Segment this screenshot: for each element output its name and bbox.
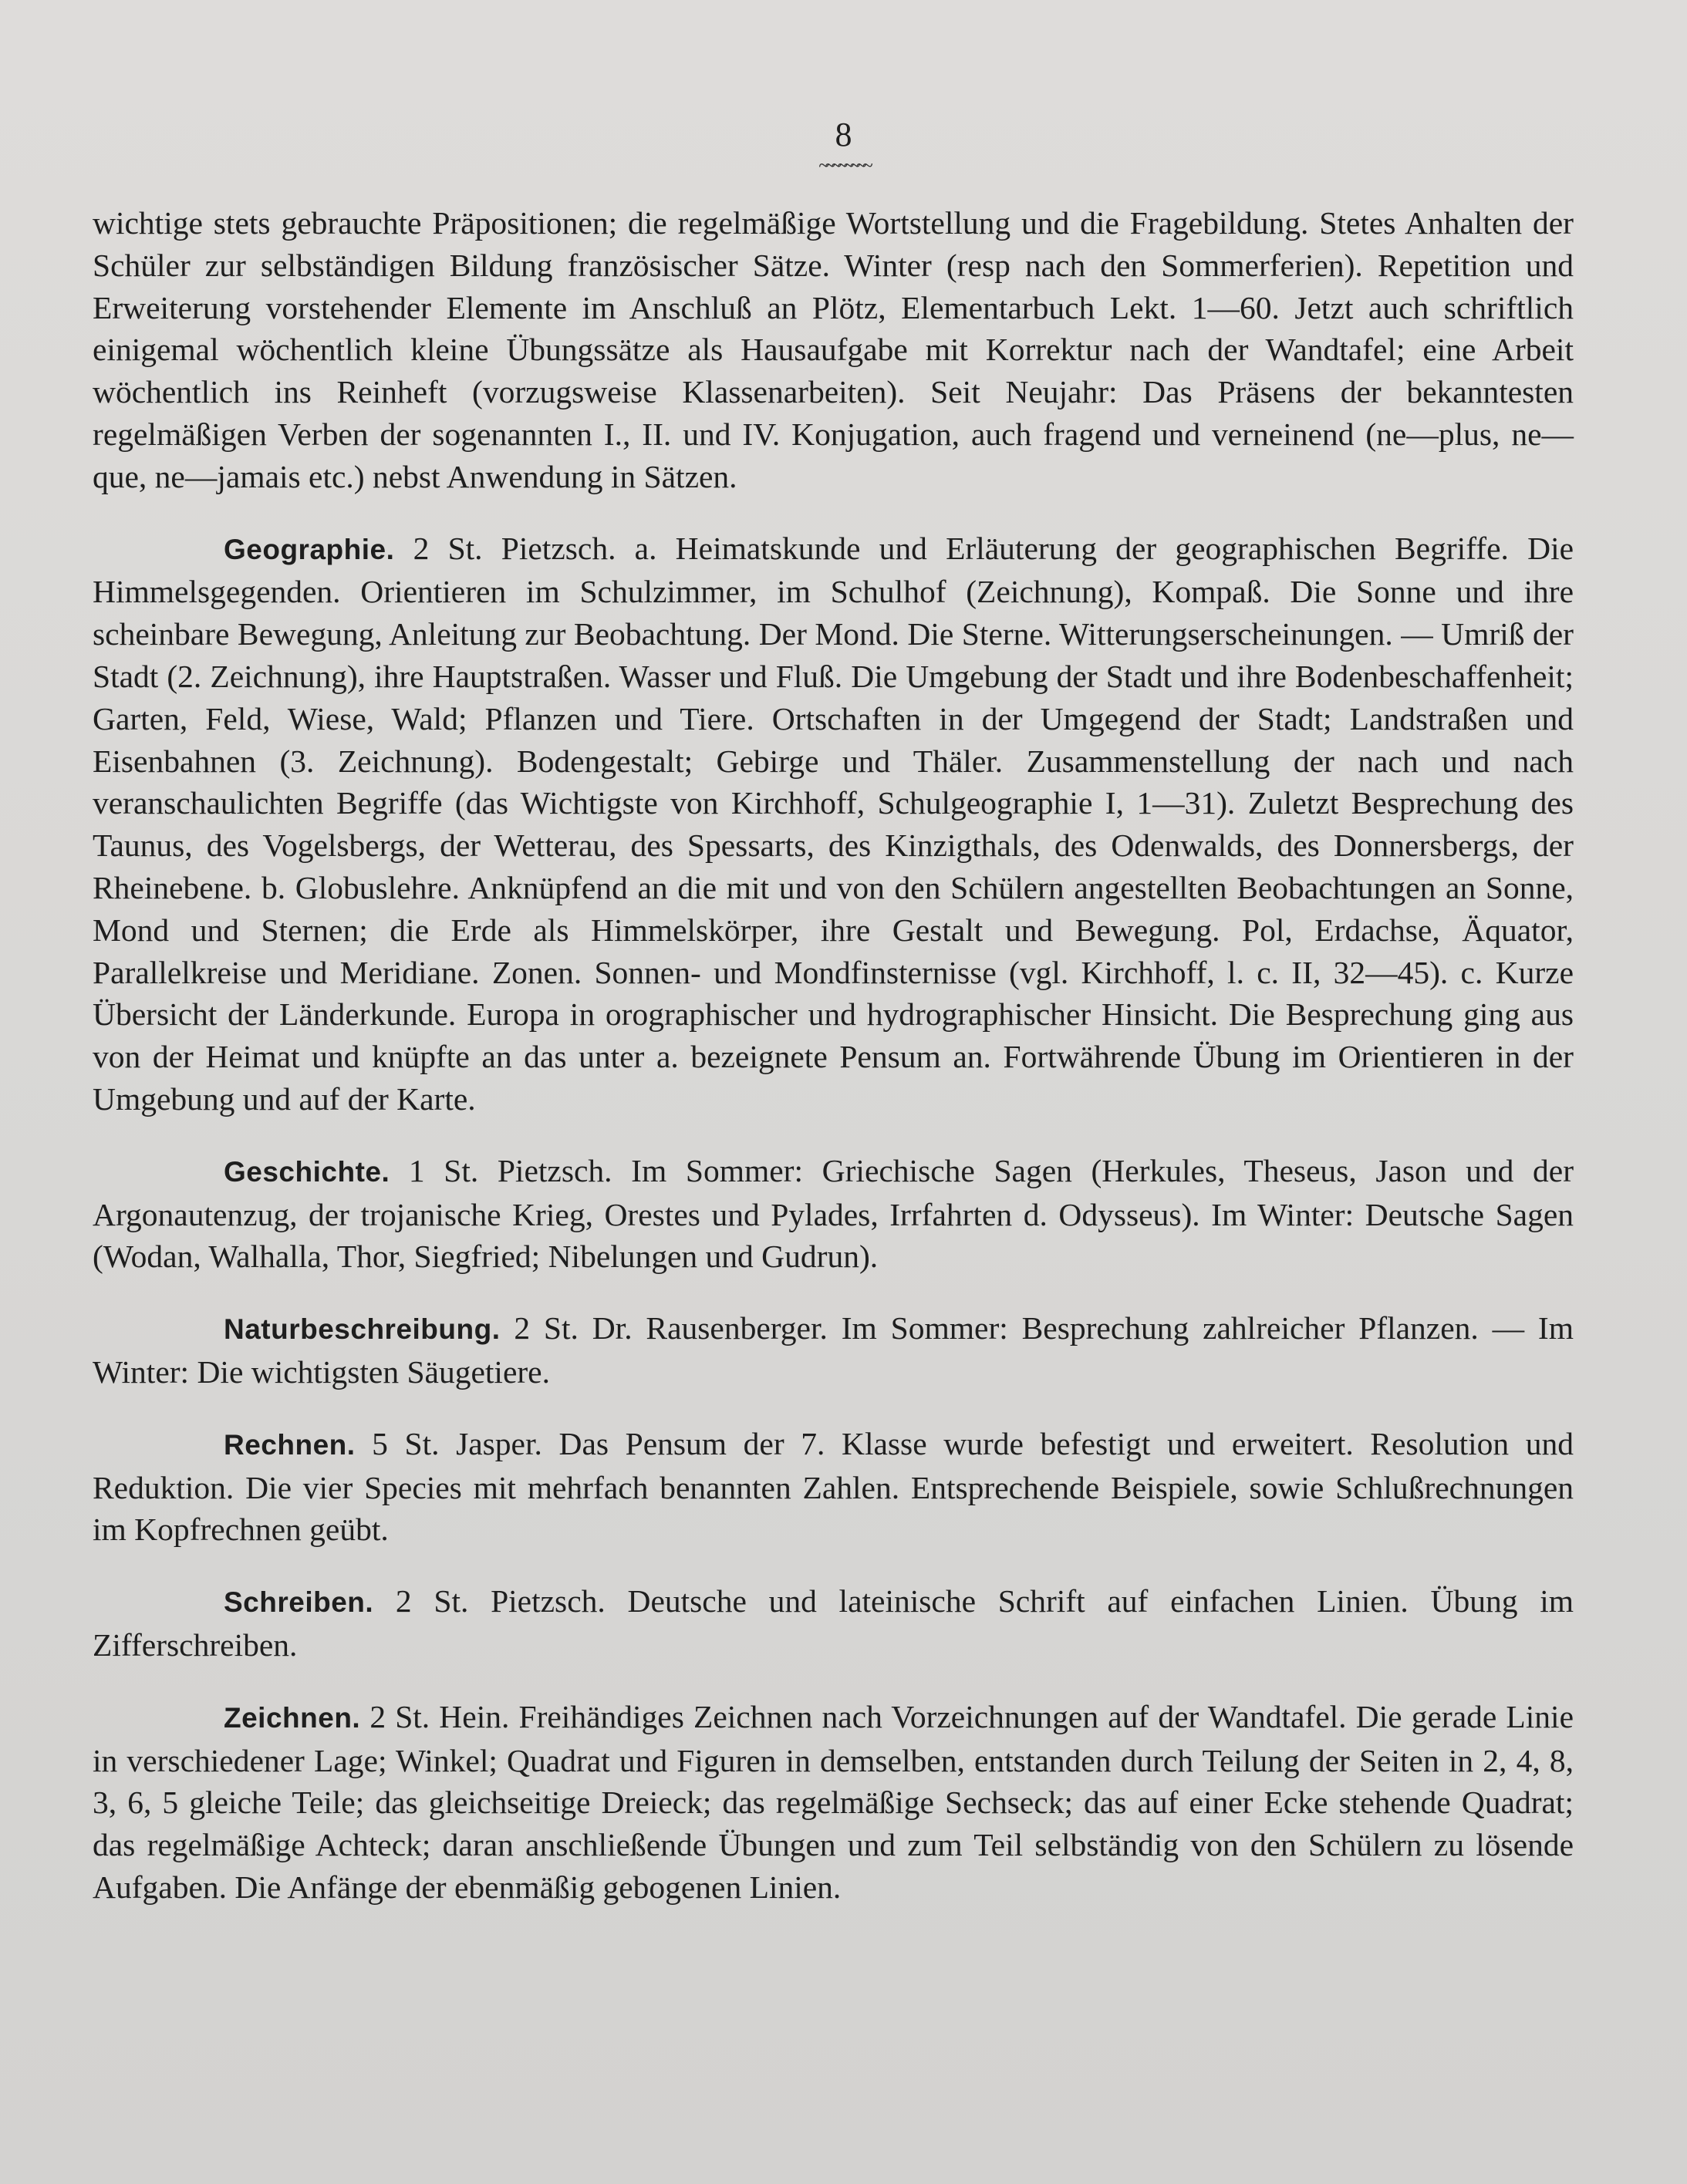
paragraph-text: Freihändiges Zeichnen nach Vorzeichnungen auf der Wandtafel. Die gerade Linie in verschiedener Lage; Winkel; Quadrat und Figuren in demselben, entstanden durch Teilung der Seiten in 2, 4, 8, 3, 6, 5 gleiche Teile; das gleichseitige Dreieck; das regelmäßige Sechseck; das auf einer Ecke stehende Quadrat; das regelmäßige Achteck; daran anschließende Übungen und zum Teil selbständig von den Schülern zu lösende Aufgaben. Die Anfänge der ebenmäßig gebogenen Linien.: [93, 1698, 1574, 1905]
paragraph-geographie: [93, 527, 1574, 1121]
page-number: 8: [835, 116, 852, 153]
page-number-ornament: ~~~~~~~~: [818, 154, 869, 177]
paragraph-text: wichtige stets gebrauchte Präpositionen; die regelmäßige Wortstellung und die Fragebildung. Stetes Anhalten der Schüler zur selbständigen Bildung französischer Sätze. Winter (resp nach den Sommerferien). Repetition und Erweiterung vorstehender Elemente im Anschluß an Plötz, Elementarbuch Lekt. 1—60. Jetzt auch schriftlich einigemal wöchentlich kleine Übungssätze als Hausaufgabe mit Korrektur nach der Wandtafel; eine Arbeit wöchentlich ins Reinheft (vorzugsweise Klassenarbeiten). Seit Neujahr: Das Präsens der bekanntesten regelmäßigen Verben der sogenannten I., II. und IV. Konjugation, auch fragend und verneinend (ne—plus, ne—que, ne—jamais etc.) nebst Anwendung in Sätzen.: [93, 205, 1574, 494]
paragraph-text: Im Sommer: Besprechung zahlreicher Pflanzen. — Im Winter: Die wichtigsten Säugetiere.: [93, 1310, 1574, 1390]
paragraph-schreiben: [93, 1580, 1574, 1667]
paragraph-text: Deutsche und lateinische Schrift auf einfachen Linien. Übung im Zifferschreiben.: [93, 1583, 1574, 1663]
paragraph-text: Das Pensum der 7. Klasse wurde befestigt und erweitert. Resolution und Reduktion. Die vier Species mit mehrfach benannten Zahlen. Entsprechende Beispiele, sowie Schlußrechnungen im Kopfrechnen geübt.: [93, 1425, 1574, 1548]
section-heading: Geschichte.: [224, 1155, 390, 1188]
section-lead: 2 St. Pietzsch.: [395, 1583, 606, 1619]
section-heading: Zeichnen.: [224, 1701, 361, 1734]
paragraph-text: a. Heimatskunde und Erläuterung der geographischen Begriffe. Die Himmelsgegenden. Orientieren im Schulzimmer, im Schulhof (Zeichnung), Kompaß. Die Sonne und ihre scheinbare Bewegung, Anleitung zur Beobachtung. Der Mond. Die Sterne. Witterungserscheinungen. — Umriß der Stadt (2. Zeichnung), ihre Hauptstraßen. Wasser und Fluß. Die Umgebung der Stadt und ihre Bodenbeschaffenheit; Garten, Feld, Wiese, Wald; Pflanzen und Tiere. Ortschaften in der Umgegend der Stadt; Landstraßen und Eisenbahnen (3. Zeichnung). Bodengestalt; Gebirge und Thäler. Zusammenstellung der nach und nach veranschaulichten Begriffe (das Wichtigste von Kirchhoff, Schulgeographie I, 1—31). Zuletzt Besprechung des Taunus, des Vogelsbergs, der Wetterau, des Spessarts, des Kinzigthals, des Odenwalds, des Donnersbergs, der Rheinebene. b. Globuslehre. Anknüpfend an die mit und von den Schülern angestellten Beobachtungen an Sonne, Mond und Sternen; die Erde als Himmelskörper, ihre Gestalt und Bewegung. Pol, Erdachse, Äquator, Parallelkreise und Meridiane. Zonen. Sonnen- und Mondfinsternisse (vgl. Kirchhoff, l. c. II, 32—45). c. Kurze Übersicht der Länderkunde. Europa in orographischer und hydrographischer Hinsicht. Die Besprechung ging aus von der Heimat und knüpfte an das unter a. bezeignete Pensum an. Fortwährende Übung im Orientieren in der Umgebung und auf der Karte.: [93, 530, 1574, 1117]
section-lead: 2 St. Hein.: [369, 1698, 510, 1734]
section-lead: 1 St. Pietzsch.: [408, 1152, 612, 1188]
section-heading: Schreiben.: [224, 1586, 374, 1619]
section-lead: 5 St. Jasper.: [372, 1425, 542, 1461]
section-heading: Naturbeschreibung.: [224, 1313, 501, 1346]
paragraph-zeichnen: [93, 1696, 1574, 1909]
section-lead: 2 St. Dr. Rausenberger.: [514, 1310, 828, 1346]
paragraph-geschichte: [93, 1150, 1574, 1278]
paragraph-french: [93, 202, 1574, 498]
paragraph-rechnen: [93, 1423, 1574, 1551]
section-lead: 2 St. Pietzsch.: [413, 530, 616, 566]
paragraph-naturbeschreibung: [93, 1307, 1574, 1394]
paragraph-text: Im Sommer: Griechische Sagen (Herkules, Theseus, Jason und der Argonautenzug, der trojanische Krieg, Orestes und Pylades, Irrfahrten d. Odysseus). Im Winter: Deutsche Sagen (Wodan, Walhalla, Thor, Siegfried; Nibelungen und Gudrun).: [93, 1152, 1574, 1275]
section-heading: Geographie.: [224, 533, 395, 565]
body-text: [93, 202, 1574, 1909]
section-heading: Rechnen.: [224, 1428, 356, 1461]
